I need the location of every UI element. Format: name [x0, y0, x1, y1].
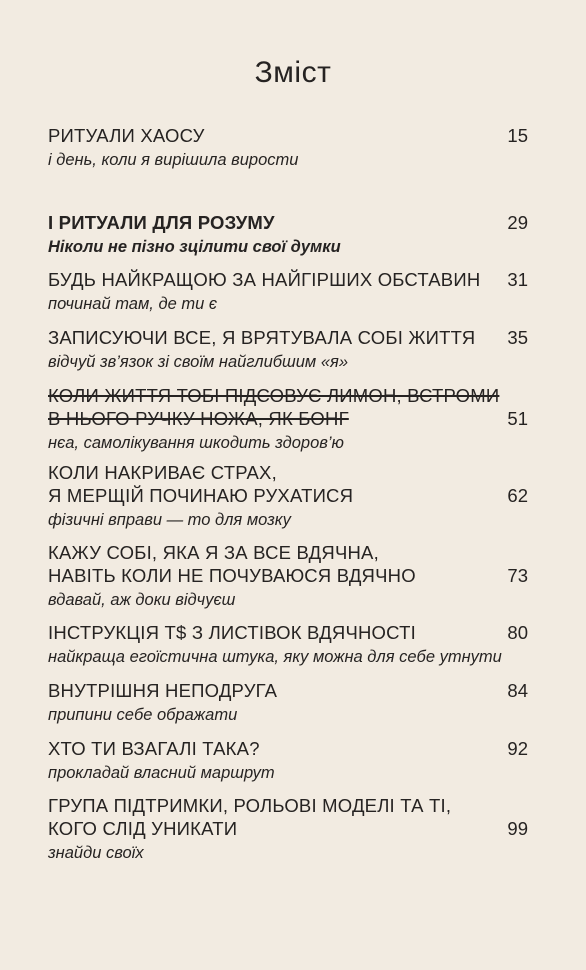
entry-subtitle: Ніколи не пізно зцілити свої думки — [48, 238, 341, 256]
toc-entry-lemon — [48, 384, 528, 454]
toc-entry-instructions — [48, 621, 528, 668]
toc-entry-be-best — [48, 268, 528, 315]
page-number: 80 — [507, 622, 528, 643]
entry-subtitle: фізичні вправи — то для мозку — [48, 511, 291, 529]
toc-entry-who-are-you — [48, 737, 528, 784]
entry-subtitle: найкраща егоїстична штука, яку можна для себе утнути — [48, 648, 502, 666]
toc-entry-writing-everything — [48, 326, 528, 373]
entry-title-line-2: КОГО СЛІД УНИКАТИ — [48, 818, 238, 839]
entry-title: ВНУТРІШНЯ НЕПОДРУГА — [48, 680, 278, 701]
toc-entry-inner-unfriend — [48, 679, 528, 726]
entry-title: І РИТУАЛИ ДЛЯ РОЗУМУ — [48, 212, 275, 233]
entry-title-line-2: НАВІТЬ КОЛИ НЕ ПОЧУВАЮСЯ ВДЯЧНО — [48, 565, 416, 586]
page-number: 31 — [507, 269, 528, 290]
page-number: 35 — [507, 327, 528, 348]
entry-subtitle: вдавай, аж доки відчуєш — [48, 591, 236, 609]
entry-title: ІНСТРУКЦІЯ Т$ З ЛИСТІВОК ВДЯЧНОСТІ — [48, 622, 416, 643]
page-number: 84 — [507, 680, 528, 701]
toc-entry-grateful — [48, 541, 528, 611]
page-number: 51 — [507, 408, 528, 429]
entry-title: РИТУАЛИ ХАОСУ — [48, 125, 205, 146]
entry-subtitle: починай там, де ти є — [48, 295, 218, 313]
page-number: 73 — [507, 565, 528, 586]
entry-title: БУДЬ НАЙКРАЩОЮ ЗА НАЙГІРШИХ ОБСТАВИН — [48, 269, 481, 290]
entry-subtitle: і день, коли я вирішила вирости — [48, 151, 299, 169]
entry-title-line-2: В НЬОГО РУЧКУ НОЖА, ЯК БОНГ — [48, 408, 349, 429]
entry-subtitle: відчуй зв’язок зі своїм найглибшим «я» — [48, 353, 348, 371]
entry-subtitle: знайди своїх — [48, 844, 144, 862]
toc-entry-fear — [48, 461, 528, 531]
entry-title-line-1: ГРУПА ПІДТРИМКИ, РОЛЬОВІ МОДЕЛІ ТА ТІ, — [48, 795, 452, 816]
entry-subtitle: прокладай власний маршрут — [48, 764, 275, 782]
entry-subtitle: нєа, самолікування шкодить здоров’ю — [48, 434, 344, 452]
page-number: 62 — [507, 485, 528, 506]
entry-title-line-1: КОЛИ ЖИТТЯ ТОБІ ПІДСОВУЄ ЛИМОН, ВСТРОМИ — [48, 385, 500, 406]
toc-entry-rituals-of-chaos — [48, 124, 528, 171]
page-number: 99 — [507, 818, 528, 839]
page-title: Зміст — [254, 56, 332, 89]
page-number: 29 — [507, 212, 528, 233]
entry-title-line-2: Я МЕРЩІЙ ПОЧИНАЮ РУХАТИСЯ — [48, 485, 354, 506]
entry-title: ХТО ТИ ВЗАГАЛІ ТАКА? — [48, 738, 260, 759]
entry-title-line-1: КАЖУ СОБІ, ЯКА Я ЗА ВСЕ ВДЯЧНА, — [48, 542, 379, 563]
page-number: 92 — [507, 738, 528, 759]
entry-subtitle: припини себе ображати — [48, 706, 238, 724]
entry-title-line-1: КОЛИ НАКРИВАЄ СТРАХ, — [48, 462, 277, 483]
toc-entry-support-group — [48, 794, 528, 864]
page-number: 15 — [507, 125, 528, 146]
entry-title: ЗАПИСУЮЧИ ВСЕ, Я ВРЯТУВАЛА СОБІ ЖИТТЯ — [48, 327, 476, 348]
toc-entry-rituals-for-mind — [48, 211, 528, 258]
